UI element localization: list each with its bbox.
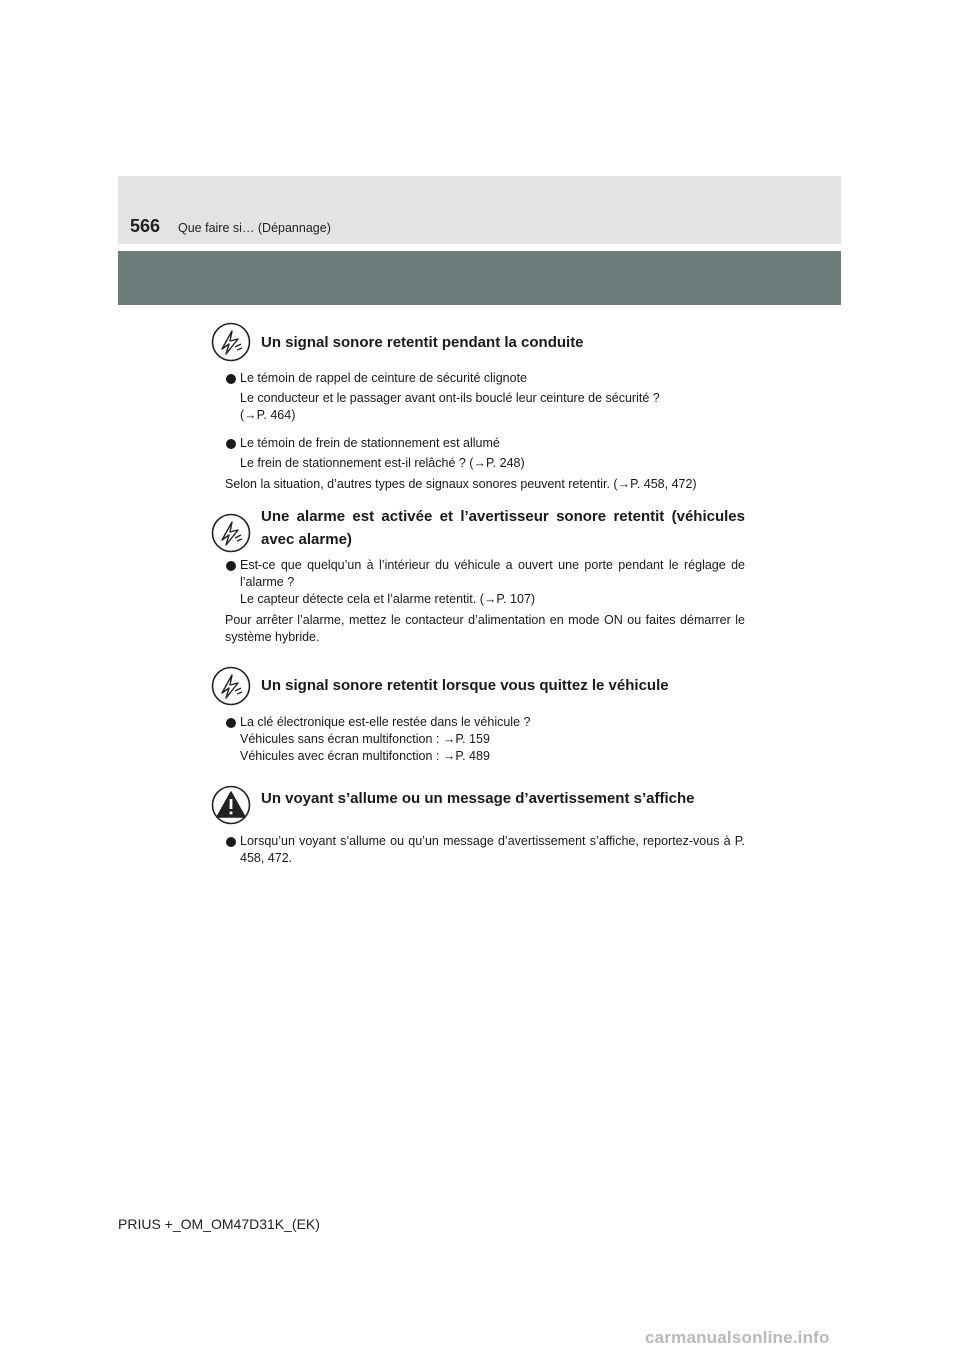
page-number: 566 (130, 216, 161, 236)
bullet-heading: Le témoin de frein de stationnement est allumé (240, 436, 500, 450)
bullet-text: Le conducteur et le passager avant ont-ils bouclé leur ceinture de sécurité ? (240, 391, 660, 405)
bullet-heading: Le témoin de rappel de ceinture de sécurité clignote (240, 371, 527, 385)
bullet-text: Le capteur détecte cela et l’alarme retentit. (→P. 107) (240, 592, 536, 606)
lightning-sound-icon (211, 666, 251, 706)
section-header (211, 505, 745, 551)
section-header (211, 666, 745, 708)
bullet-dot (226, 837, 236, 847)
section-seatbelt-sound (211, 322, 745, 493)
list-item (211, 557, 745, 608)
section-alarm (211, 505, 745, 646)
bullet-heading: La clé électronique est-elle restée dans le véhicule ? (240, 715, 531, 729)
bullet-text: Le frein de stationnement est-il relâché ? (→P. 248) (240, 456, 525, 470)
list-item (211, 435, 745, 472)
list-item (211, 370, 745, 424)
bullet-text: Lorsqu’un voyant s’allume ou qu’un message d’avertissement s’affiche, reportez-vous à P. 458, 472. (240, 834, 745, 865)
section-header (211, 322, 745, 364)
section-leave-vehicle (211, 666, 745, 765)
section-warning-light (211, 785, 745, 867)
section-title: Une alarme est activée et l’avertisseur sonore retentit (véhicules avec alarme) (261, 508, 745, 548)
bullet-dot (226, 718, 236, 728)
watermark: carmanualsonline.info (645, 1328, 830, 1347)
bullet-heading: Est-ce que quelqu’un à l’intérieur du véhicule a ouvert une porte pendant le réglage de l’alarme ? (240, 558, 745, 589)
section-bar (118, 251, 841, 305)
list-item (211, 833, 745, 867)
bullet-text: (→P. 464) (240, 408, 296, 422)
document-code: PRIUS +_OM_OM47D31K_(EK) (118, 1216, 320, 1232)
page-content (211, 322, 745, 867)
warning-triangle-icon (211, 785, 251, 825)
section-note: Selon la situation, d’autres types de signaux sonores peuvent retentir. (→P. 458, 472) (225, 477, 697, 491)
section-title: Un signal sonore retentit pendant la conduite (261, 334, 584, 351)
list-item (211, 714, 745, 765)
lightning-sound-icon (211, 322, 251, 362)
bullet-dot (226, 561, 236, 571)
section-header (211, 785, 745, 827)
section-note: Pour arrêter l’alarme, mettez le contacteur d’alimentation en mode ON ou faites démarrer le système hybride. (225, 613, 745, 644)
section-title: Un voyant s’allume ou un message d’avertissement s’affiche (261, 790, 695, 807)
section-title: Un signal sonore retentit lorsque vous quittez le véhicule (261, 677, 669, 694)
bullet-text: Véhicules avec écran multifonction : →P. 489 (240, 749, 490, 763)
chapter-title: Que faire si… (Dépannage) (178, 221, 331, 235)
bullet-dot (226, 439, 236, 449)
lightning-sound-icon (211, 513, 251, 553)
bullet-dot (226, 374, 236, 384)
bullet-text: Véhicules sans écran multifonction : →P. 159 (240, 732, 490, 746)
